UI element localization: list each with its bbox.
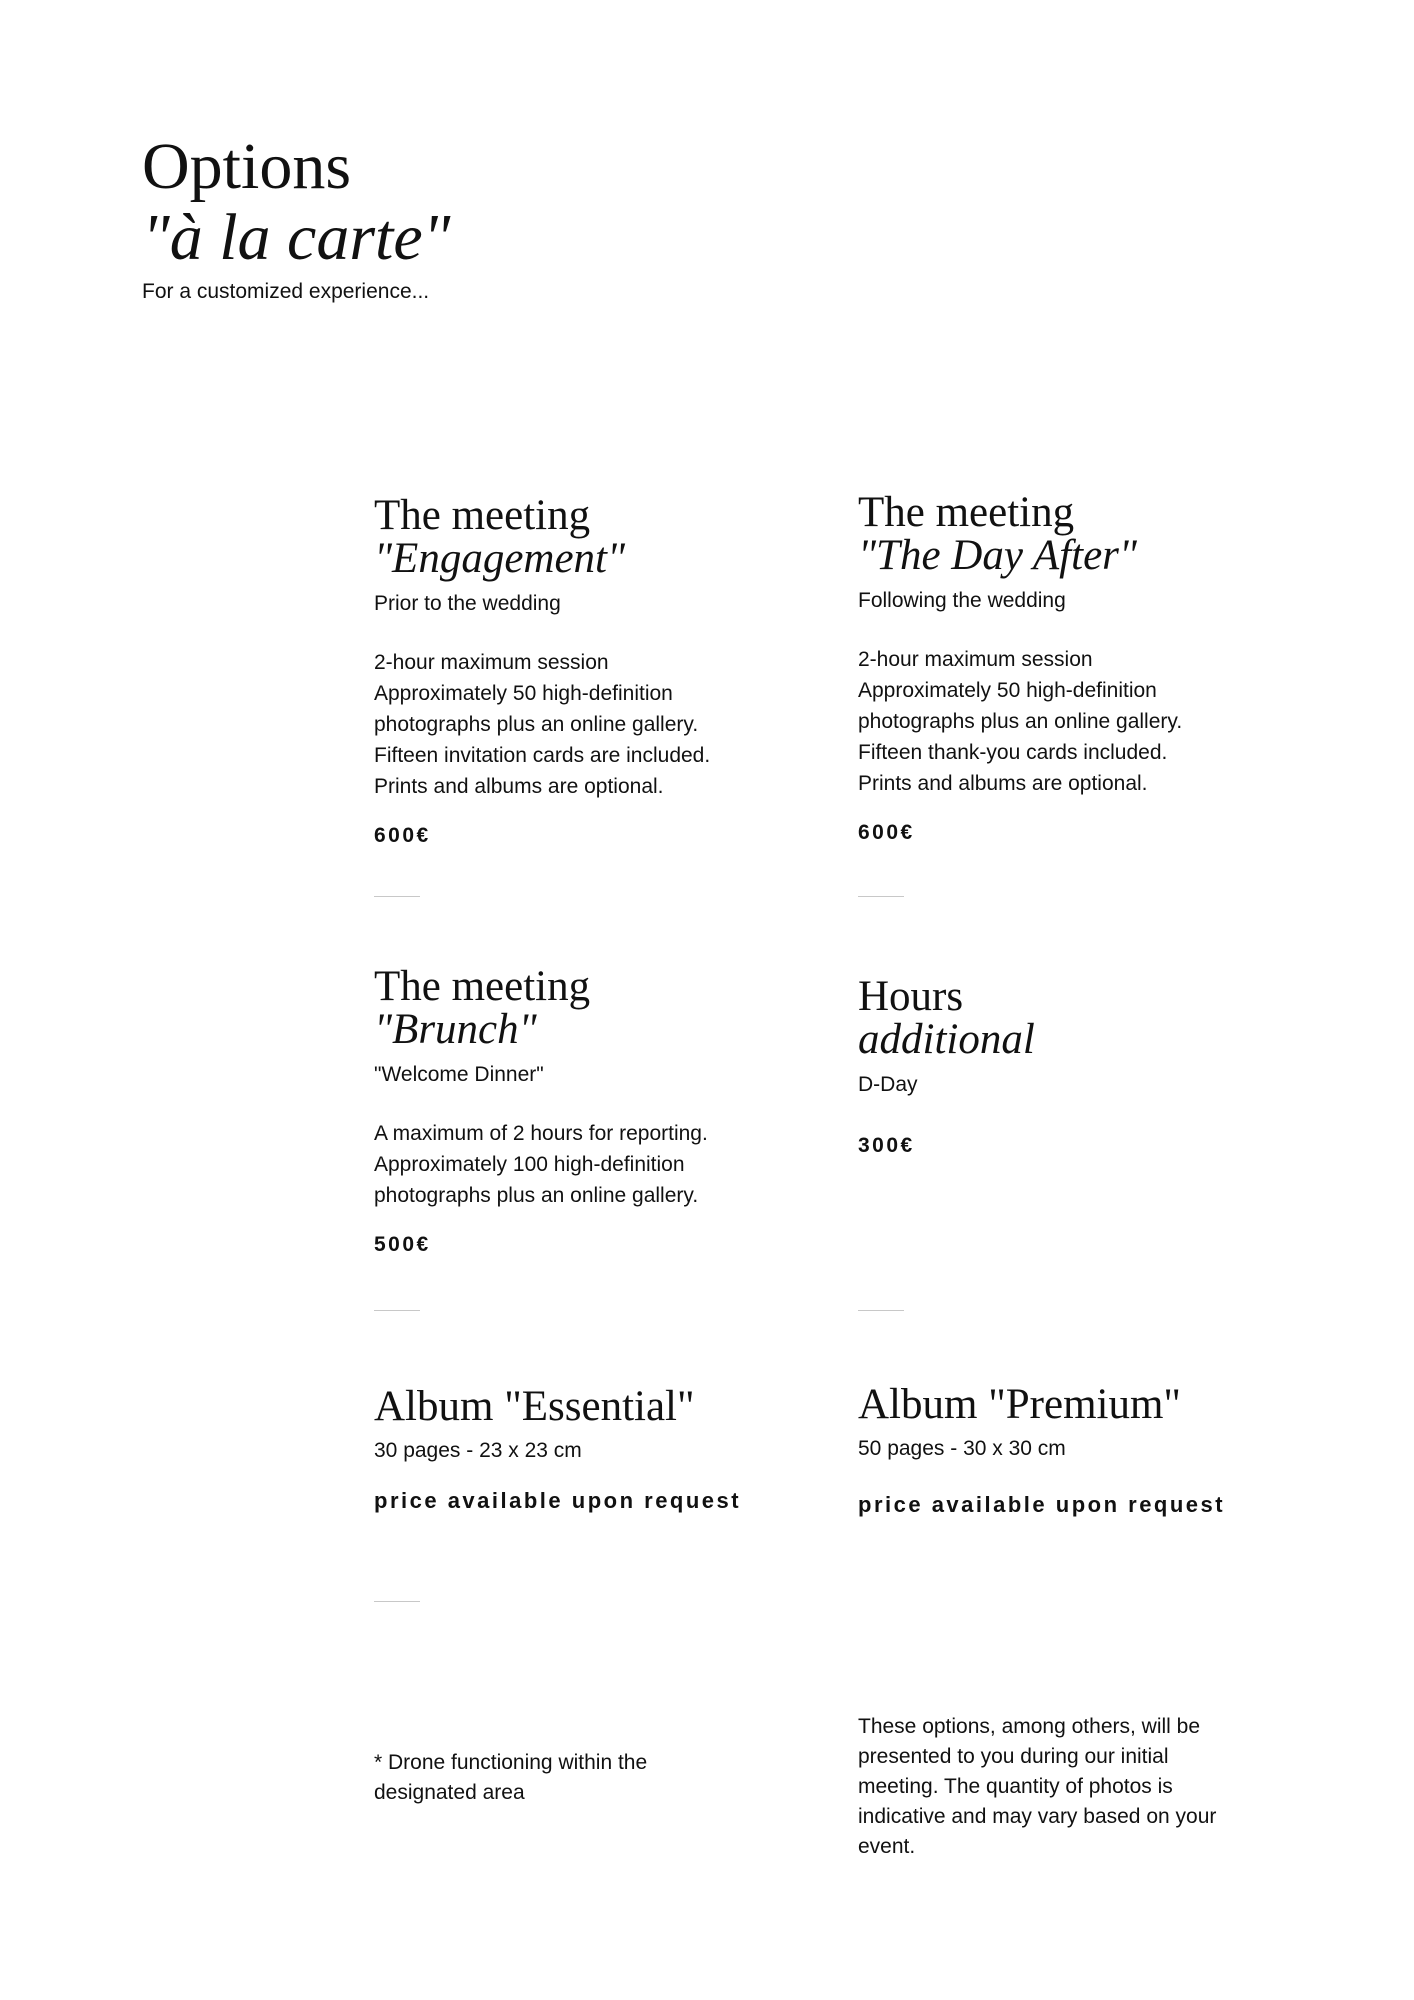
card-price: 600€ (858, 821, 915, 844)
footnote-line: presented to you during our initial (858, 1745, 1169, 1768)
card-title: Hours (858, 973, 964, 1020)
divider (858, 1310, 904, 1311)
option-card-brunch (374, 963, 814, 1257)
option-card-album-premium (858, 1381, 1298, 1518)
card-subtitle: D-Day (858, 1073, 918, 1096)
page-subtitle: "à la carte" (142, 201, 451, 274)
page-header (142, 132, 450, 306)
divider (374, 1601, 420, 1602)
card-title: The meeting (374, 492, 591, 539)
option-card-day-after (858, 489, 1298, 845)
option-card-additional-hours (858, 973, 1298, 1158)
footnote-line: meeting. The quantity of photos is (858, 1775, 1173, 1798)
option-card-engagement (374, 492, 814, 848)
footnote-drone (374, 1748, 647, 1808)
description-line: Approximately 50 high-definition (374, 682, 673, 705)
card-subtitle: 30 pages - 23 x 23 cm (374, 1439, 582, 1462)
card-description (374, 1118, 814, 1211)
description-line: Fifteen thank-you cards included. (858, 741, 1168, 764)
description-line: Prints and albums are optional. (374, 775, 664, 798)
card-description (374, 647, 814, 802)
footnote-line: * Drone functioning within the (374, 1751, 648, 1774)
description-line: Fifteen invitation cards are included. (374, 744, 711, 767)
footnote-line: designated area (374, 1781, 525, 1804)
card-title-italic: additional (858, 1016, 1035, 1063)
footnote-line: indicative and may vary based on your (858, 1805, 1217, 1828)
card-subtitle: "Welcome Dinner" (374, 1063, 544, 1086)
description-line: photographs plus an online gallery. (374, 1184, 699, 1207)
divider (374, 896, 420, 897)
footnote-info (858, 1712, 1216, 1862)
card-title-italic: "Engagement" (374, 535, 626, 582)
page-title: Options (142, 130, 352, 203)
description-line: 2-hour maximum session (374, 651, 609, 674)
card-price: price available upon request (858, 1492, 1226, 1517)
description-line: Prints and albums are optional. (858, 772, 1148, 795)
footnote-line: event. (858, 1835, 916, 1858)
footnote-line: These options, among others, will be (858, 1715, 1201, 1738)
card-description (858, 644, 1298, 799)
divider (858, 896, 904, 897)
card-subtitle: 50 pages - 30 x 30 cm (858, 1437, 1066, 1460)
card-price: price available upon request (374, 1488, 742, 1513)
description-line: Approximately 50 high-definition (858, 679, 1157, 702)
divider (374, 1310, 420, 1311)
card-title: The meeting (858, 489, 1075, 536)
card-title-italic: "The Day After" (858, 532, 1137, 579)
option-card-album-essential (374, 1383, 814, 1514)
page-tagline: For a customized experience... (142, 280, 430, 303)
description-line: photographs plus an online gallery. (858, 710, 1183, 733)
card-subtitle: Following the wedding (858, 589, 1066, 612)
card-subtitle: Prior to the wedding (374, 592, 561, 615)
card-price: 500€ (374, 1233, 431, 1256)
card-title: The meeting (374, 963, 591, 1010)
description-line: Approximately 100 high-definition (374, 1153, 685, 1176)
card-price: 300€ (858, 1134, 915, 1157)
description-line: photographs plus an online gallery. (374, 713, 699, 736)
card-price: 600€ (374, 824, 431, 847)
description-line: A maximum of 2 hours for reporting. (374, 1122, 708, 1145)
card-title: Album "Premium" (858, 1381, 1181, 1428)
card-title-italic: "Brunch" (374, 1006, 537, 1053)
description-line: 2-hour maximum session (858, 648, 1093, 671)
card-title: Album "Essential" (374, 1383, 695, 1430)
